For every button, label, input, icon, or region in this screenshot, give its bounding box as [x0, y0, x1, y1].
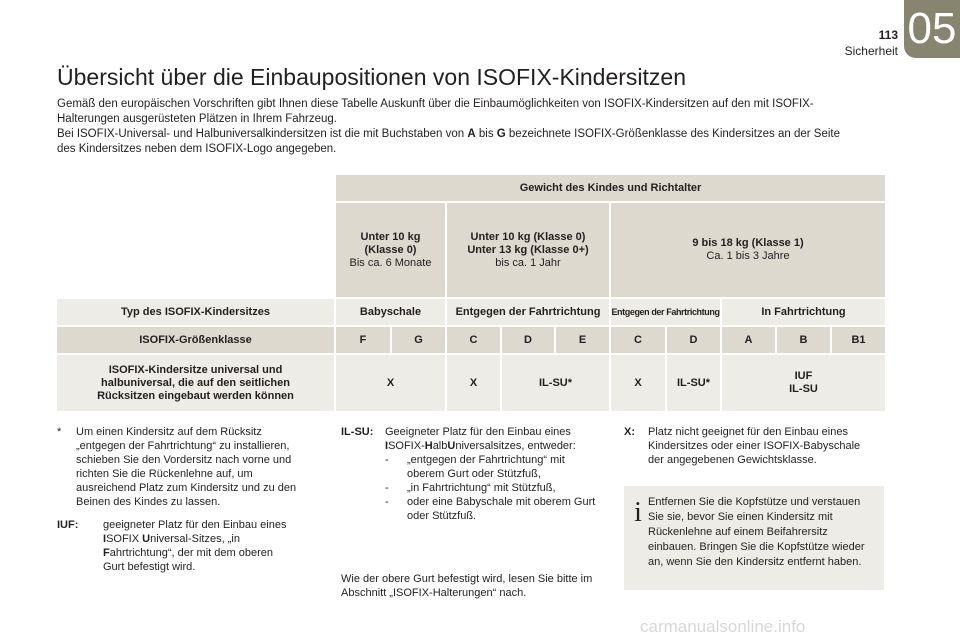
note-iuf: [57, 518, 322, 578]
seat-code: IL-SU: [789, 383, 818, 395]
text-part: niversal-Sitzes, „in: [150, 533, 240, 545]
page-number: 113: [878, 28, 898, 42]
intro-text-part: bis: [475, 128, 497, 140]
size-cell: D: [502, 327, 554, 353]
type-cell: Babyschale: [336, 299, 445, 325]
section-title: Sicherheit: [844, 44, 898, 58]
note-ilsu-footer: Wie der obere Gurt befestigt wird, lesen Sie bitte im Abschnitt „ISOFIX-Halterungen“ nach.: [341, 573, 593, 599]
info-text: Entfernen Sie die Kopfstütze und verstauen Sie sie, bevor Sie einen Kindersitz mit Rückenlehne auf einem Beifahrersitz einbauen. Bringen Sie die Kopfstütze wieder an, wenn Sie den Kindersitz entfernt haben.: [648, 496, 865, 568]
list-item-text: „in Fahrtrichtung“ mit Stützfuß,: [407, 482, 556, 494]
text-part: alb: [432, 440, 448, 452]
seat-cell: X: [336, 355, 445, 411]
size-cell: E: [556, 327, 609, 353]
note-text: Platz nicht geeignet für den Einbau eines Kindersitzes oder einer ISOFIX-Babyschale der angegebenen Gewichtsklasse.: [648, 426, 861, 466]
list-item: [385, 495, 605, 523]
text-part: niversalsitzes, entweder:: [455, 440, 576, 452]
note-label: *: [57, 426, 62, 438]
note-x: [624, 425, 884, 475]
type-cell: Entgegen der Fahrtrichtung: [447, 299, 609, 325]
type-cell: Entgegen der Fahrtrichtung: [611, 299, 720, 325]
weight-column-header: [611, 203, 885, 297]
list-item: [385, 453, 605, 481]
seat-code: IUF: [794, 370, 813, 382]
weight-label: 9 bis 18 kg (Klasse 1): [692, 237, 804, 249]
text-part: I: [385, 440, 389, 452]
dash: -: [385, 482, 389, 494]
size-cell: D: [667, 327, 720, 353]
dash: -: [385, 454, 389, 466]
text-part: H: [424, 440, 433, 452]
row-label-type: Typ des ISOFIX-Kindersitzes: [57, 299, 334, 325]
ilsu-intro: [385, 425, 605, 453]
note-label: IUF:: [57, 519, 79, 531]
size-cell: A: [722, 327, 775, 353]
row-label-seats: ISOFIX-Kindersitze universal und halbuniversal, die auf den seitlichen Rücksitzen eingebaut werden können: [57, 355, 334, 411]
weight-label: Unter 10 kg: [360, 230, 421, 243]
watermark: carmanualsonline.info: [640, 617, 806, 636]
weight-class: Unter 13 kg (Klasse 0+): [467, 243, 589, 256]
text-part: U: [142, 533, 151, 545]
list-item-text: „entgegen der Fahrtrichtung“ mit oberem Gurt oder Stützfuß,: [407, 454, 565, 480]
dash: -: [385, 496, 389, 508]
note-label: IL-SU:: [341, 426, 374, 438]
note-text: [103, 518, 288, 574]
info-box: [624, 486, 884, 590]
size-cell: G: [392, 327, 445, 353]
seat-cell: X: [447, 355, 500, 411]
weight-age: Bis ca. 6 Monate: [349, 256, 432, 269]
page-title: Übersicht über die Einbaupositionen von ISOFIX-Kindersitzen: [57, 64, 687, 90]
weight-column-header: [447, 203, 609, 297]
note-label: X:: [624, 426, 635, 438]
intro-paragraph-1: Gemäß den europäischen Vorschriften gibt Ihnen diese Tabelle Auskunft über die Einbaumöglichkeiten von ISOFIX-Kindersitzen auf den mit ISOFIX-Halterungen ausgerüsteten Plätzen in Ihrem Fahrzeug.: [57, 98, 814, 125]
text-part: ahrtrichtung“, der mit dem oberen Gurt befestigt wird.: [103, 547, 273, 573]
size-letter-a: A: [467, 128, 476, 140]
chapter-tab: 05: [904, 0, 960, 58]
weight-label: Unter 10 kg (Klasse 0): [470, 230, 586, 243]
intro-text-part: Bei ISOFIX-Universal- und Halbuniversalkindersitzen ist die mit Buchstaben von: [57, 128, 468, 140]
text-part: geeigneter Platz für den Einbau eines: [103, 519, 287, 531]
weight-age: bis ca. 1 Jahr: [495, 256, 561, 269]
text-part: SOFIX: [106, 533, 143, 545]
seat-cell-last: [722, 355, 885, 411]
text-part: SOFIX-: [388, 440, 425, 452]
note-star: [57, 425, 322, 515]
type-cell: In Fahrtrichtung: [722, 299, 885, 325]
size-cell: B: [777, 327, 830, 353]
note-text: Um einen Kindersitz auf dem Rücksitz „entgegen der Fahrtrichtung“ zu installieren, schieben Sie den Vordersitz nach vorne und richten Sie die Rückenlehne auf, um ausreichend Platz zum Kindersitz und zu den Beinen des Kindes zu lassen.: [76, 426, 297, 508]
weight-age: Ca. 1 bis 3 Jahre: [706, 250, 790, 262]
intro-paragraph-2: [57, 127, 857, 157]
table-group-header: Gewicht des Kindes und Richtalter: [336, 175, 885, 201]
list-item-text: oder eine Babyschale mit oberem Gurt oder Stützfuß.: [407, 496, 596, 522]
seat-cell: IL-SU*: [502, 355, 609, 411]
info-icon: i: [634, 497, 642, 528]
seat-cell: X: [611, 355, 665, 411]
size-cell: F: [336, 327, 390, 353]
weight-class: (Klasse 0): [364, 243, 417, 256]
text-part: I: [103, 533, 107, 545]
size-letter-g: G: [496, 128, 506, 140]
size-cell: B1: [832, 327, 885, 353]
list-item: [385, 481, 605, 495]
size-cell: C: [447, 327, 500, 353]
text-part: U: [447, 440, 456, 452]
text-part: F: [103, 547, 110, 559]
row-label-size: ISOFIX-Größenklasse: [57, 327, 334, 353]
note-text: [385, 425, 605, 523]
ilsu-list: [385, 453, 605, 523]
size-cell: C: [611, 327, 665, 353]
intro-text-part: bezeichnete ISOFIX-Größenklasse des Kindersitzes an der Seite des Kindersitzes neben dem ISOFIX-Logo angegeben.: [57, 128, 841, 155]
intro-text: [57, 97, 857, 157]
text-part: Geeigneter Platz für den Einbau eines: [385, 426, 571, 438]
seat-cell: IL-SU*: [667, 355, 720, 411]
weight-column-header: [336, 203, 445, 297]
